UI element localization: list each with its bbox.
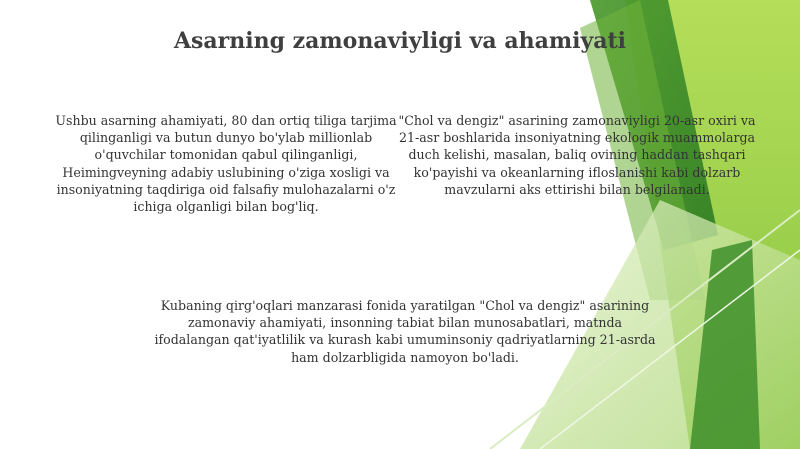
- paragraph-summary: Kubaning qirg'oqlari manzarasi fonida yaratilgan "Chol va dengiz" asarining zamonaviy ahamiyati, insonning tabiat bilan munosabatlari, matnda ifodalangan qat'iyatlilik va kurash kabi umuminsoniy qadriyatlarning 21-asrda ham dolzarbligida namoyon bo'ladi.: [154, 298, 656, 365]
- paragraph-modernity: "Chol va dengiz" asarining zamonaviyligi 20-asr oxiri va 21-asr boshlarida insoniyatning ekologik muammolarga duch kelishi, masalan, baliq ovining haddan tashqari ko'payishi va okeanlarning ifloslanishi kabi dolzarb mavzularni aks ettirishi bilan belgilanadi.: [398, 113, 756, 197]
- slide-title: Asarning zamonaviyligi va ahamiyati: [173, 28, 627, 54]
- paragraph-significance: Ushbu asarning ahamiyati, 80 dan ortiq tiliga tarjima qilinganligi va butun dunyo bo'ylab millionlab o'quvchilar tomonidan qabul qilinganligi, Heimingveyning adabiy uslubining o'ziga xosligi va insoniyatning taqdiriga oid falsafiy mulohazalarni o'z ichiga olganligi bilan bog'liq.: [55, 113, 397, 215]
